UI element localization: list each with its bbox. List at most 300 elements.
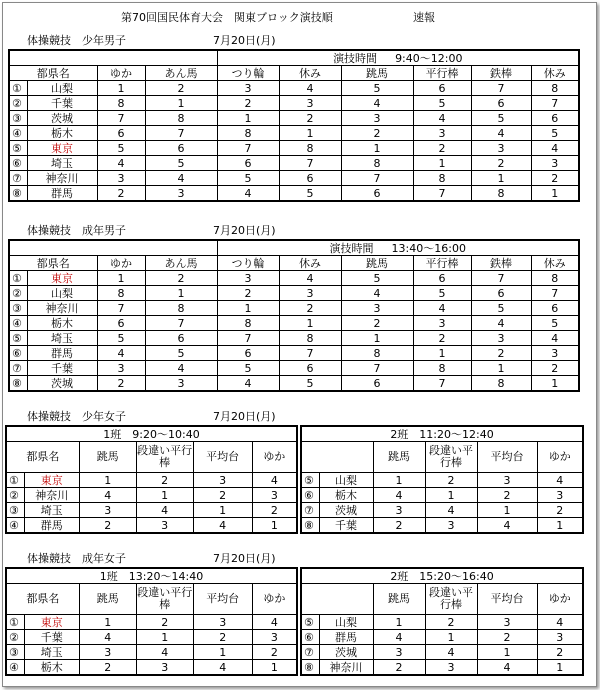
order-cell: 7 — [145, 316, 217, 331]
order-cell: 2 — [145, 81, 217, 96]
column-header: 休み — [531, 256, 579, 271]
document-page — [2, 2, 597, 687]
prefecture-name: 茨城 — [319, 503, 373, 518]
row-number: ⑧ — [301, 660, 319, 676]
order-cell: 8 — [531, 271, 579, 286]
order-cell: 7 — [341, 171, 413, 186]
order-cell: 4 — [413, 111, 471, 126]
column-header: あん馬 — [145, 256, 217, 271]
order-cell: 3 — [97, 361, 145, 376]
order-cell: 4 — [341, 96, 413, 111]
order-cell: 3 — [97, 171, 145, 186]
order-cell: 1 — [97, 81, 145, 96]
order-cell: 4 — [136, 645, 193, 660]
table-row — [301, 503, 583, 518]
order-cell: 2 — [193, 630, 252, 645]
order-cell: 3 — [471, 141, 531, 156]
column-header: 平均台 — [193, 442, 252, 473]
order-cell: 1 — [217, 301, 279, 316]
order-cell: 2 — [252, 503, 297, 518]
group-row — [301, 426, 583, 442]
order-cell: 3 — [531, 156, 579, 171]
row-number: ⑤ — [9, 331, 27, 346]
column-header: ゆか — [537, 442, 583, 473]
section-title-women: 体操競技 成年女子 7月20日(月) — [27, 552, 276, 565]
row-number: ⑦ — [301, 645, 319, 660]
order-cell: 8 — [471, 376, 531, 392]
prefecture-name: 千葉 — [24, 630, 79, 645]
table-row — [9, 376, 579, 392]
group-label: 2班 15:20～16:40 — [301, 568, 583, 584]
prefecture-name: 茨城 — [27, 376, 97, 392]
row-number: ① — [9, 271, 27, 286]
prefecture-name: 埼玉 — [27, 331, 97, 346]
table-row — [9, 301, 579, 316]
performance-time: 演技時間 13:40～16:00 — [217, 240, 579, 256]
prefecture-name: 神奈川 — [319, 660, 373, 676]
order-cell: 2 — [425, 473, 477, 488]
column-header: 平行棒 — [413, 256, 471, 271]
prefecture-name: 東京 — [27, 141, 97, 156]
table-row — [9, 316, 579, 331]
section-title-boys: 体操競技 少年男子 7月20日(月) — [27, 34, 276, 47]
column-header: 平均台 — [477, 442, 537, 473]
table-row — [6, 660, 297, 676]
order-cell: 4 — [193, 518, 252, 534]
row-number: ③ — [6, 503, 24, 518]
prefecture-name: 東京 — [24, 473, 79, 488]
order-cell: 1 — [79, 473, 136, 488]
order-cell: 6 — [341, 186, 413, 202]
table-row — [6, 503, 297, 518]
report-label: 速報 — [413, 11, 435, 24]
order-cell: 1 — [373, 615, 425, 630]
order-cell: 3 — [477, 615, 537, 630]
column-header: 跳馬 — [79, 442, 136, 473]
group-row — [6, 426, 297, 442]
order-cell: 3 — [477, 473, 537, 488]
order-cell: 6 — [145, 141, 217, 156]
prefecture-name: 山梨 — [319, 615, 373, 630]
order-cell: 6 — [145, 331, 217, 346]
prefecture-name: 山梨 — [319, 473, 373, 488]
column-header: 都県名 — [9, 256, 97, 271]
order-cell: 2 — [413, 141, 471, 156]
header-row — [6, 442, 297, 473]
order-cell: 8 — [97, 286, 145, 301]
prefecture-name: 埼玉 — [24, 503, 79, 518]
table-row — [9, 141, 579, 156]
prefecture-name: 東京 — [24, 615, 79, 630]
column-header: 都県名 — [6, 584, 79, 615]
table-row — [9, 156, 579, 171]
column-header: ゆか — [537, 584, 583, 615]
row-number: ④ — [9, 316, 27, 331]
order-cell: 1 — [193, 503, 252, 518]
order-cell: 2 — [193, 488, 252, 503]
order-cell: 4 — [279, 81, 341, 96]
order-cell: 5 — [531, 126, 579, 141]
column-header: 段違い平行棒 — [136, 584, 193, 615]
row-number: ③ — [6, 645, 24, 660]
row-number: ⑥ — [301, 630, 319, 645]
prefecture-name: 群馬 — [319, 630, 373, 645]
column-header: つり輪 — [217, 256, 279, 271]
order-cell: 1 — [145, 286, 217, 301]
prefecture-name: 栃木 — [27, 316, 97, 331]
row-number: ⑦ — [301, 503, 319, 518]
prefecture-name: 埼玉 — [24, 645, 79, 660]
order-cell: 2 — [79, 660, 136, 676]
prefecture-name: 群馬 — [27, 186, 97, 202]
order-cell: 7 — [97, 111, 145, 126]
table-row — [9, 286, 579, 301]
order-cell: 3 — [217, 81, 279, 96]
order-cell: 3 — [373, 503, 425, 518]
row-number: ⑤ — [301, 473, 319, 488]
row-number: ① — [9, 81, 27, 96]
row-number: ⑧ — [301, 518, 319, 534]
order-cell: 3 — [252, 630, 297, 645]
order-cell: 5 — [145, 156, 217, 171]
order-cell: 2 — [477, 488, 537, 503]
order-cell: 3 — [79, 645, 136, 660]
order-cell: 2 — [97, 376, 145, 392]
column-header: ゆか — [252, 442, 297, 473]
order-cell: 1 — [531, 376, 579, 392]
prefecture-name: 神奈川 — [24, 488, 79, 503]
row-number: ⑥ — [301, 488, 319, 503]
row-number: ② — [6, 630, 24, 645]
row-number: ④ — [9, 126, 27, 141]
order-cell: 7 — [279, 346, 341, 361]
order-cell: 6 — [279, 171, 341, 186]
order-cell: 4 — [471, 316, 531, 331]
table-row — [9, 81, 579, 96]
order-cell: 4 — [341, 286, 413, 301]
order-cell: 5 — [471, 111, 531, 126]
order-cell: 1 — [217, 111, 279, 126]
order-cell: 4 — [145, 361, 217, 376]
order-cell: 8 — [413, 171, 471, 186]
order-cell: 8 — [341, 346, 413, 361]
column-header: 休み — [279, 66, 341, 81]
order-cell: 4 — [193, 660, 252, 676]
row-number: ⑦ — [9, 361, 27, 376]
order-cell: 2 — [477, 630, 537, 645]
row-number: ⑥ — [9, 156, 27, 171]
order-cell: 7 — [145, 126, 217, 141]
row-number: ② — [9, 96, 27, 111]
order-cell: 5 — [471, 301, 531, 316]
time-row — [9, 240, 579, 256]
order-cell: 7 — [471, 271, 531, 286]
table-row — [301, 518, 583, 534]
order-cell: 6 — [279, 361, 341, 376]
prefecture-name: 千葉 — [319, 518, 373, 534]
order-cell: 3 — [145, 376, 217, 392]
order-cell: 1 — [413, 156, 471, 171]
order-cell: 5 — [279, 186, 341, 202]
order-cell: 8 — [341, 156, 413, 171]
order-cell: 8 — [145, 111, 217, 126]
column-header: 休み — [279, 256, 341, 271]
table-row — [301, 630, 583, 645]
order-cell: 6 — [217, 156, 279, 171]
order-cell: 3 — [413, 316, 471, 331]
order-cell: 2 — [413, 331, 471, 346]
schedule-table-women-group2 — [300, 567, 584, 676]
order-cell: 4 — [373, 488, 425, 503]
table-row — [301, 488, 583, 503]
order-cell: 5 — [341, 81, 413, 96]
document-header — [3, 9, 596, 25]
column-header: 跳馬 — [341, 256, 413, 271]
table-row — [301, 645, 583, 660]
header-row — [6, 584, 297, 615]
document-title: 第70回国民体育大会 関東ブロック演技順 — [121, 11, 333, 24]
order-cell: 3 — [279, 286, 341, 301]
order-cell: 7 — [97, 301, 145, 316]
order-cell: 5 — [279, 376, 341, 392]
column-header: 鉄棒 — [471, 66, 531, 81]
order-cell: 6 — [413, 81, 471, 96]
order-cell: 3 — [341, 301, 413, 316]
order-cell: 6 — [531, 111, 579, 126]
header-row — [301, 584, 583, 615]
column-header: 休み — [531, 66, 579, 81]
prefecture-name: 茨城 — [27, 111, 97, 126]
prefecture-name: 山梨 — [27, 81, 97, 96]
order-cell: 1 — [471, 171, 531, 186]
order-cell: 3 — [136, 660, 193, 676]
order-cell: 5 — [97, 331, 145, 346]
row-number: ① — [6, 615, 24, 630]
order-cell: 2 — [97, 186, 145, 202]
order-cell: 4 — [217, 376, 279, 392]
order-cell: 4 — [531, 331, 579, 346]
order-cell: 4 — [373, 630, 425, 645]
column-header: あん馬 — [145, 66, 217, 81]
prefecture-name: 群馬 — [24, 518, 79, 534]
schedule-table-women-group1 — [5, 567, 298, 676]
column-header: 都県名 — [9, 66, 97, 81]
column-header: 鉄棒 — [471, 256, 531, 271]
order-cell: 7 — [531, 96, 579, 111]
order-cell: 5 — [217, 361, 279, 376]
order-cell: 6 — [97, 126, 145, 141]
column-header: 段違い平行棒 — [425, 442, 477, 473]
column-header: つり輪 — [217, 66, 279, 81]
order-cell: 4 — [477, 660, 537, 676]
column-header: ゆか — [97, 256, 145, 271]
order-cell: 3 — [341, 111, 413, 126]
order-cell: 2 — [341, 126, 413, 141]
order-cell: 1 — [97, 271, 145, 286]
order-cell: 1 — [537, 518, 583, 534]
prefecture-name: 栃木 — [24, 660, 79, 676]
header-row — [301, 442, 583, 473]
order-cell: 1 — [341, 141, 413, 156]
section-title-men: 体操競技 成年男子 7月20日(月) — [27, 224, 276, 237]
order-cell: 3 — [252, 488, 297, 503]
order-cell: 8 — [217, 316, 279, 331]
table-row — [9, 331, 579, 346]
order-cell: 5 — [413, 286, 471, 301]
order-cell: 2 — [145, 271, 217, 286]
order-cell: 4 — [252, 473, 297, 488]
column-header: 跳馬 — [79, 584, 136, 615]
order-cell: 8 — [279, 331, 341, 346]
table-row — [9, 271, 579, 286]
order-cell: 6 — [97, 316, 145, 331]
order-cell: 1 — [279, 126, 341, 141]
schedule-table-men — [8, 239, 580, 392]
order-cell: 3 — [145, 186, 217, 202]
order-cell: 1 — [79, 615, 136, 630]
column-header: 都県名 — [6, 442, 79, 473]
order-cell: 7 — [217, 141, 279, 156]
order-cell: 3 — [425, 660, 477, 676]
order-cell: 1 — [145, 96, 217, 111]
schedule-table-girls-group1 — [5, 425, 298, 534]
group-label: 1班 9:20～10:40 — [6, 426, 297, 442]
column-header: 平行棒 — [413, 66, 471, 81]
row-number: ⑧ — [9, 186, 27, 202]
order-cell: 1 — [373, 473, 425, 488]
order-cell: 5 — [531, 316, 579, 331]
order-cell: 3 — [79, 503, 136, 518]
order-cell: 2 — [531, 171, 579, 186]
prefecture-name: 埼玉 — [27, 156, 97, 171]
row-number: ⑤ — [301, 615, 319, 630]
table-row — [301, 473, 583, 488]
table-row — [6, 518, 297, 534]
order-cell: 5 — [145, 346, 217, 361]
order-cell: 2 — [341, 316, 413, 331]
schedule-table-boys — [8, 49, 580, 202]
column-header: 跳馬 — [341, 66, 413, 81]
order-cell: 8 — [413, 361, 471, 376]
table-row — [6, 630, 297, 645]
time-row — [9, 50, 579, 66]
order-cell: 8 — [97, 96, 145, 111]
order-cell: 7 — [217, 331, 279, 346]
order-cell: 4 — [136, 503, 193, 518]
table-row — [301, 615, 583, 630]
prefecture-name: 東京 — [27, 271, 97, 286]
row-number: ④ — [6, 518, 24, 534]
order-cell: 1 — [425, 630, 477, 645]
table-row — [301, 660, 583, 676]
column-header: 平均台 — [477, 584, 537, 615]
order-cell: 2 — [79, 518, 136, 534]
order-cell: 6 — [471, 286, 531, 301]
order-cell: 1 — [193, 645, 252, 660]
table-row — [6, 645, 297, 660]
table-row — [6, 615, 297, 630]
order-cell: 4 — [97, 346, 145, 361]
order-cell: 3 — [537, 488, 583, 503]
order-cell: 7 — [413, 186, 471, 202]
column-header: ゆか — [97, 66, 145, 81]
order-cell: 1 — [136, 488, 193, 503]
order-cell: 2 — [279, 301, 341, 316]
prefecture-name: 茨城 — [319, 645, 373, 660]
order-cell: 4 — [531, 141, 579, 156]
header-row — [9, 66, 579, 81]
order-cell: 5 — [413, 96, 471, 111]
row-number: ⑤ — [9, 141, 27, 156]
order-cell: 3 — [136, 518, 193, 534]
order-cell: 2 — [217, 96, 279, 111]
order-cell: 4 — [97, 156, 145, 171]
order-cell: 6 — [471, 96, 531, 111]
order-cell: 4 — [477, 518, 537, 534]
order-cell: 2 — [531, 361, 579, 376]
order-cell: 1 — [531, 186, 579, 202]
order-cell: 2 — [136, 473, 193, 488]
order-cell: 1 — [477, 645, 537, 660]
order-cell: 2 — [217, 286, 279, 301]
group-label: 1班 13:20～14:40 — [6, 568, 297, 584]
order-cell: 5 — [217, 171, 279, 186]
table-row — [9, 111, 579, 126]
order-cell: 2 — [425, 615, 477, 630]
order-cell: 8 — [217, 126, 279, 141]
group-label: 2班 11:20～12:40 — [301, 426, 583, 442]
order-cell: 1 — [425, 488, 477, 503]
order-cell: 6 — [413, 271, 471, 286]
row-number: ① — [6, 473, 24, 488]
order-cell: 3 — [425, 518, 477, 534]
order-cell: 4 — [217, 186, 279, 202]
order-cell: 7 — [279, 156, 341, 171]
column-header: 跳馬 — [373, 442, 425, 473]
order-cell: 3 — [531, 346, 579, 361]
column-header: ゆか — [252, 584, 297, 615]
order-cell: 7 — [413, 376, 471, 392]
order-cell: 8 — [279, 141, 341, 156]
prefecture-name: 神奈川 — [27, 301, 97, 316]
order-cell: 4 — [252, 615, 297, 630]
order-cell: 4 — [79, 630, 136, 645]
order-cell: 4 — [537, 615, 583, 630]
table-row — [9, 171, 579, 186]
order-cell: 1 — [537, 660, 583, 676]
order-cell: 4 — [145, 171, 217, 186]
table-row — [9, 361, 579, 376]
order-cell: 2 — [252, 645, 297, 660]
table-row — [6, 488, 297, 503]
order-cell: 3 — [217, 271, 279, 286]
order-cell: 4 — [413, 301, 471, 316]
order-cell: 1 — [471, 361, 531, 376]
performance-time: 演技時間 9:40～12:00 — [217, 50, 579, 66]
order-cell: 2 — [471, 346, 531, 361]
order-cell: 4 — [425, 503, 477, 518]
prefecture-name: 山梨 — [27, 286, 97, 301]
order-cell: 1 — [477, 503, 537, 518]
column-header: 段違い平行棒 — [425, 584, 477, 615]
row-number: ② — [6, 488, 24, 503]
order-cell: 2 — [471, 156, 531, 171]
order-cell: 2 — [537, 503, 583, 518]
order-cell: 1 — [413, 346, 471, 361]
order-cell: 6 — [341, 376, 413, 392]
prefecture-name: 神奈川 — [27, 171, 97, 186]
order-cell: 1 — [136, 630, 193, 645]
